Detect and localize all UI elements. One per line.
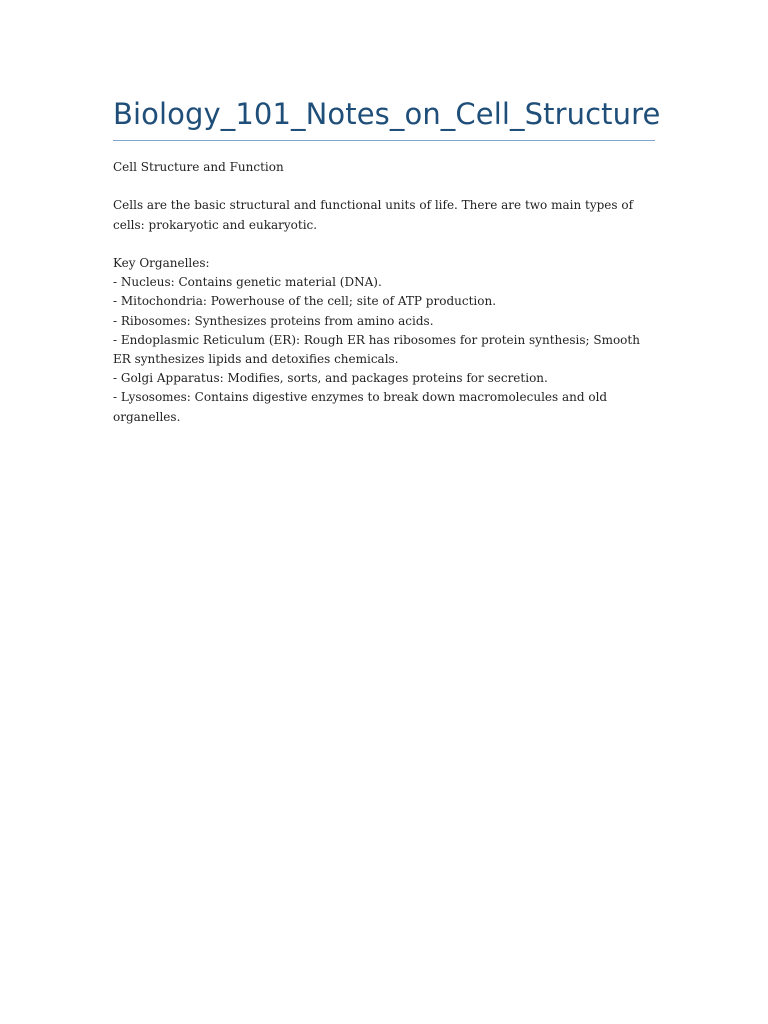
list-item: - Golgi Apparatus: Modifies, sorts, and packages proteins for secretion. xyxy=(113,371,548,386)
paragraph-spacer xyxy=(113,177,658,196)
document-body xyxy=(113,158,658,427)
list-item: - Lysosomes: Contains digestive enzymes to break down macromolecules and old organelles. xyxy=(113,390,608,424)
title-divider xyxy=(113,140,655,141)
list-item: - Nucleus: Contains genetic material (DNA). xyxy=(113,275,382,290)
list-item: - Endoplasmic Reticulum (ER): Rough ER has ribosomes for protein synthesis; Smooth ER synthesizes lipids and detoxifies chemicals. xyxy=(113,332,640,366)
paragraph-spacer xyxy=(113,235,658,254)
organelles-heading: Key Organelles: xyxy=(113,255,210,270)
document-title: Biology_101_Notes_on_Cell_Structure xyxy=(113,97,661,131)
list-item: - Mitochondria: Powerhouse of the cell; site of ATP production. xyxy=(113,294,497,309)
intro-paragraph: Cells are the basic structural and functional units of life. There are two main types of cells: prokaryotic and eukaryotic. xyxy=(113,198,634,232)
organelle-list xyxy=(113,273,658,427)
section-heading: Cell Structure and Function xyxy=(113,160,284,174)
list-item: - Ribosomes: Synthesizes proteins from amino acids. xyxy=(113,313,434,328)
